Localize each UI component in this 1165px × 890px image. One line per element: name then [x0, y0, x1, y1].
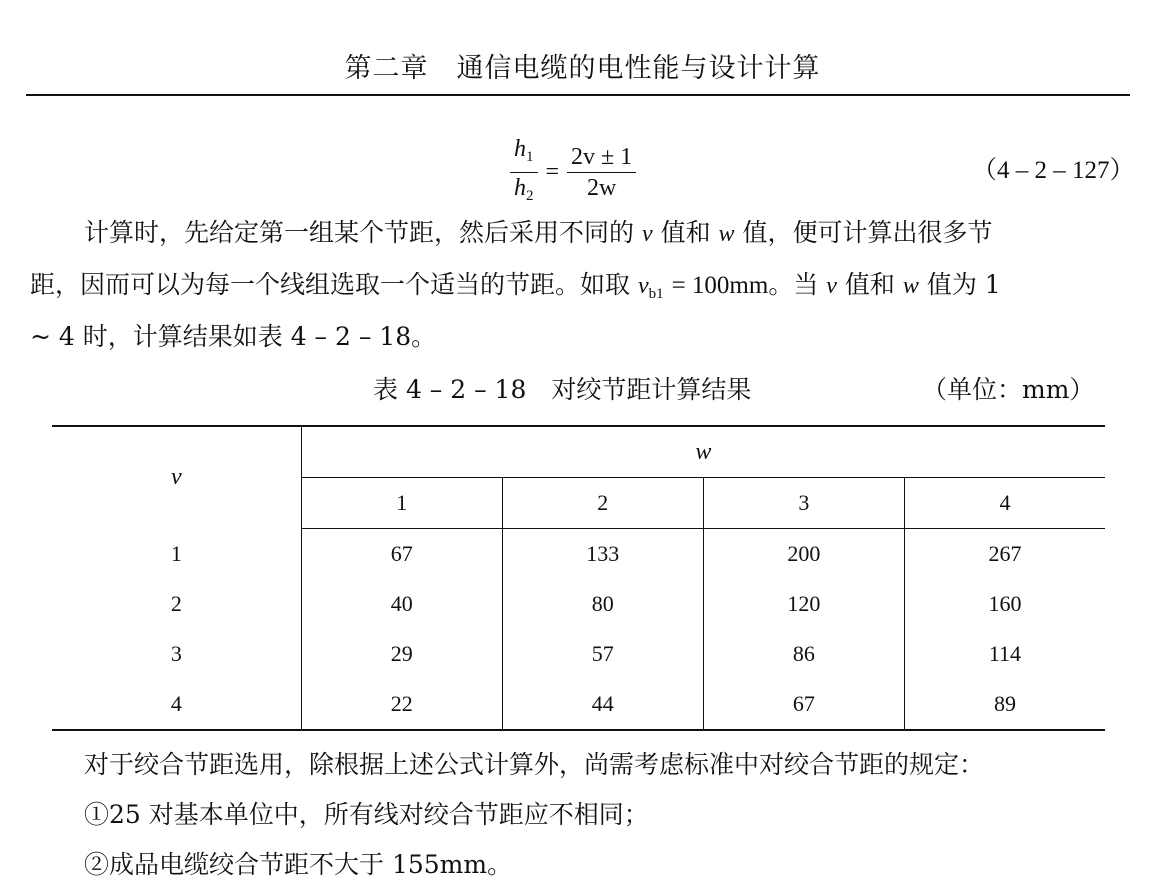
paragraph-line-3: ~ 4 时，计算结果如表 4 – 2 – 18。	[30, 322, 437, 351]
formula-number: （4 – 2 – 127）	[972, 157, 1135, 184]
page-header: 第二章 通信电缆的电性能与设计计算	[344, 53, 821, 84]
paragraph-line-2	[30, 259, 1134, 311]
paragraph-line-1	[30, 207, 1134, 259]
table-row	[52, 679, 1105, 730]
row-v-cell: 4	[52, 679, 301, 730]
var-vb1: v	[637, 273, 649, 299]
table-cell: 67	[703, 679, 904, 730]
col-header: 2	[502, 478, 703, 529]
row-header-v	[52, 426, 301, 529]
var-w: w	[718, 221, 735, 247]
table-cell: 86	[703, 629, 904, 679]
table-cell: 22	[390, 691, 413, 716]
text-segment: 计算时，先给定第一组某个节距，然后采用不同的	[84, 218, 635, 247]
header-rule	[26, 94, 1130, 96]
row-header-label: v	[171, 464, 182, 491]
col-header: 1	[301, 478, 502, 529]
table-unit: （单位：mm）	[922, 375, 1095, 404]
table-cell: 80	[502, 579, 703, 629]
text-segment: 距，因而可以为每一个线组选取一个适当的节距。如取	[30, 270, 631, 299]
table-cell: 67	[390, 541, 413, 566]
notes-intro: 对于绞合节距选用，除根据上述公式计算外，尚需考虑标准中对绞合节距的规定：	[84, 750, 985, 779]
var-v: v	[641, 221, 653, 247]
table-cell: 44	[502, 679, 703, 730]
formula-lhs-fraction	[510, 136, 538, 209]
pitch-table	[52, 425, 1105, 731]
table-cell: 133	[502, 529, 703, 580]
text-segment: 值和	[844, 270, 895, 299]
var-v: v	[826, 273, 837, 299]
formula-lhs-den-sub: 2	[526, 188, 534, 204]
text-segment: 值为 1	[926, 270, 1001, 299]
body-paragraph	[30, 207, 1134, 363]
notes-block	[84, 740, 984, 890]
formula-lhs-num: h	[514, 136, 526, 162]
table-cell: 114	[904, 629, 1105, 679]
notes-item-2: ②成品电缆绞合节距不大于 155mm。	[84, 850, 513, 879]
col-header: 4	[904, 478, 1105, 529]
table-cell: 120	[703, 579, 904, 629]
formula-lhs-num-sub: 1	[526, 149, 534, 165]
var-w: w	[902, 273, 919, 299]
text-segment: 值，便可计算出很多节	[742, 218, 993, 247]
table-caption: 表 4 – 2 – 18 对绞节距计算结果	[373, 375, 752, 404]
table-cell: 200	[703, 529, 904, 580]
text-segment: 值和	[660, 218, 711, 247]
table-cell: 57	[502, 629, 703, 679]
formula-4-2-127	[510, 136, 636, 209]
formula-equals: =	[545, 159, 560, 185]
col-group-header-w	[301, 426, 1105, 478]
text-segment: = 100mm。当	[671, 272, 819, 299]
notes-item-1: ①25 对基本单位中，所有线对绞合节距应不相同；	[84, 800, 649, 829]
row-v-cell: 3	[52, 629, 301, 679]
table-cell: 29	[390, 641, 413, 666]
table-cell: 160	[904, 579, 1105, 629]
table-cell: 267	[904, 529, 1105, 580]
table-cell: 40	[390, 591, 413, 616]
formula-rhs-den: 2w	[586, 175, 617, 201]
row-v-cell: 2	[52, 579, 301, 629]
col-group-label: w	[695, 438, 712, 465]
formula-rhs-num: 2v ± 1	[567, 144, 636, 173]
table-row	[52, 629, 1105, 679]
formula-lhs-den: h	[514, 175, 526, 201]
table-row	[52, 579, 1105, 629]
col-header: 3	[703, 478, 904, 529]
var-vb1-sub: b1	[648, 286, 664, 302]
table-row	[52, 529, 1105, 580]
formula-rhs-fraction	[567, 144, 636, 201]
row-v-cell: 1	[52, 529, 301, 580]
table-cell: 89	[904, 679, 1105, 730]
